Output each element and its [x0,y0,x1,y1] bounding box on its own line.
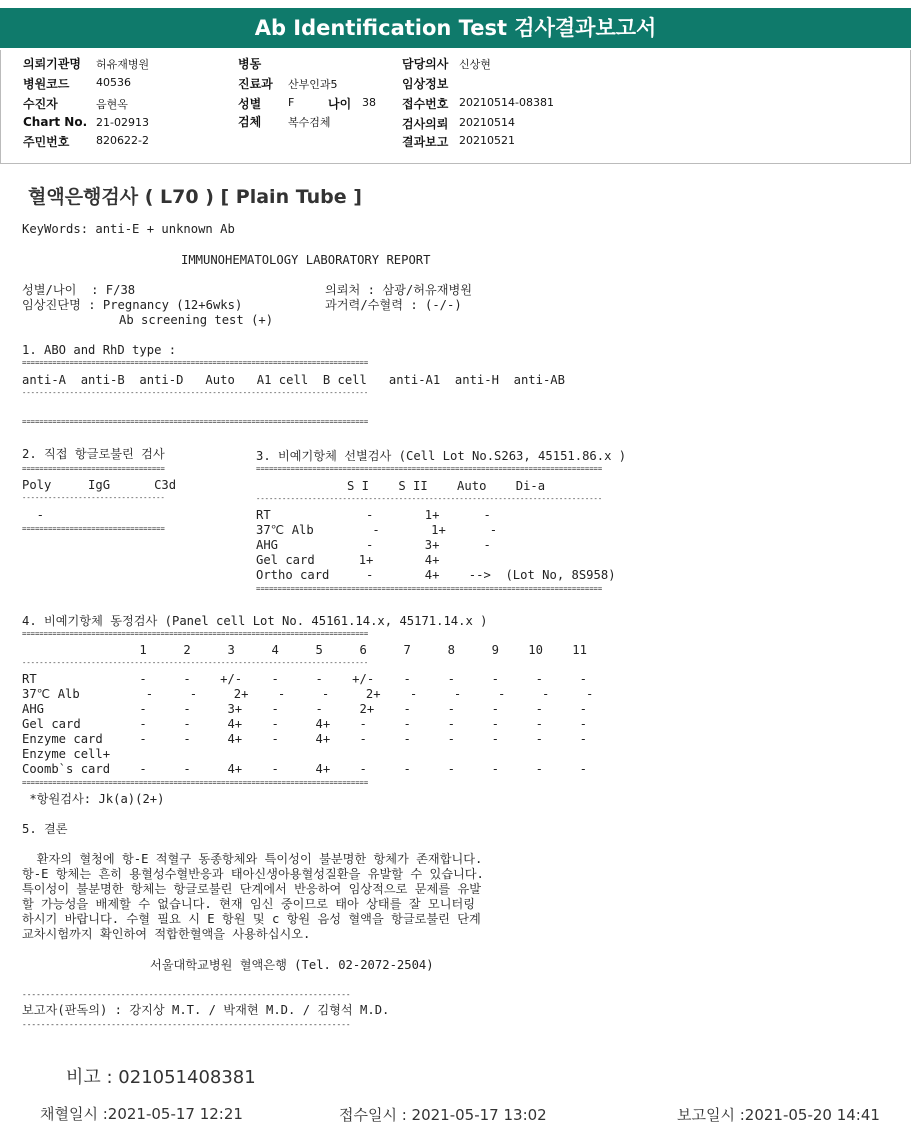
separator: ---------------------------------------------------------------------- [22,990,351,999]
report-date-value: 20210521 [459,134,515,147]
antigen-test: *항원검사: Jk(a)(2+) [22,792,165,806]
conclusion-line-5: 하시기 바랍니다. 수혈 필요 시 E 항원 및 c 항원 음성 혈액을 항글로불린 단계 [22,912,481,926]
separator: ================================================================================ [22,417,369,426]
hospital-code-label: 병원코드 [23,77,70,91]
conclusion-line-4: 할 가능성을 배제할 수 없습니다. 현재 임신 중이므로 태아 상태를 잘 모니터링 [22,897,476,911]
separator: -------------------------------------------------------------------------------- [22,388,369,397]
resident-no-value: 820622-2 [96,134,149,147]
doctor-value: 신상현 [459,58,491,71]
sex-label: 성별 [238,97,262,111]
panel-row-coombs: Coomb`s card - - 4+ - 4+ - - - - - - [22,762,587,776]
separator: ================================================================================ [22,629,369,638]
sex-value: F [288,96,295,109]
conclusion-line-2: 항-E 항체는 흔히 용혈성수혈반응과 태아신생아용혈성질환을 유발할 수 있습니다. [22,867,484,881]
reporter: 보고자(판독의) : 강지상 M.T. / 박재현 M.D. / 김형석 M.D. [22,1003,390,1017]
abo-columns: anti-A anti-B anti-D Auto A1 cell B cell anti-A1 anti-H anti-AB [22,373,565,387]
screen-row-ortho: Ortho card - 4+ --> (Lot No, 8S958) [256,568,616,582]
test-title: 혈액은행검사 ( L70 ) [ Plain Tube ] [28,186,362,208]
hospital-code-value: 40536 [96,76,131,89]
age-value: 38 [362,96,376,109]
lab-report-heading: IMMUNOHEMATOLOGY LABORATORY REPORT [181,253,431,267]
conclusion-line-1: 환자의 혈청에 항-E 적혈구 동종항체와 특이성이 불분명한 항체가 존재합니다. [22,852,483,866]
screening-line: Ab screening test (+) [119,313,274,327]
received-datetime: 접수일시 : 2021-05-17 13:02 [339,1106,547,1124]
report-date-label: 결과보고 [402,135,449,149]
request-date-value: 20210514 [459,116,515,129]
patient-value: 음현옥 [96,98,128,111]
specimen-value: 복수검체 [288,116,331,129]
department-label: 진료과 [238,77,273,91]
panel-row-enzyme-card: Enzyme card - - 4+ - 4+ - - - - - - [22,732,587,746]
separator: ================================================================================ [256,584,603,593]
history-line: 과거력/수혈력 : (-/-) [325,298,462,312]
report-title-bar: Ab Identification Test 검사결과보고서 [0,8,911,48]
separator: ---------------------------------------------------------------------- [22,1020,351,1029]
chart-no-value: 21-02913 [96,116,149,129]
panel-row-enzyme-cell: Enzyme cell+ [22,747,111,761]
request-date-label: 검사의뢰 [402,117,449,131]
requester-label: 의뢰기관명 [23,57,81,71]
blood-bank-contact: 서울대학교병원 혈액은행 (Tel. 02-2072-2504) [150,958,434,972]
remark: 비고 : 021051408381 [66,1067,256,1088]
doctor-label: 담당의사 [402,57,449,71]
separator: ================================================================================ [256,464,603,473]
conclusion-line-3: 특이성이 불분명한 항체는 항글로불린 단계에서 반응하여 임상적으로 문제를 유발 [22,882,481,896]
panel-columns: 1 2 3 4 5 6 7 8 9 10 11 [22,643,587,657]
separator: ================================= [22,464,165,473]
requester-line: 의뢰처 : 삼광/허유재병원 [325,283,473,297]
separator: -------------------------------------------------------------------------------- [22,658,369,667]
section5-title: 5. 결론 [22,822,68,836]
separator: -------------------------------------------------------------------------------- [256,494,603,503]
screen-row-alb: 37℃ Alb - 1+ - [256,523,498,537]
panel-row-gel: Gel card - - 4+ - 4+ - - - - - - [22,717,587,731]
chart-no-label: Chart No. [23,115,88,129]
ward-label: 병동 [238,57,262,71]
panel-row-ahg: AHG - - 3+ - - 2+ - - - - - [22,702,587,716]
section4-title: 4. 비예기항체 동정검사 (Panel cell Lot No. 45161.14.x, 45171.14.x ) [22,614,488,628]
department-value: 산부인과5 [288,78,338,91]
accession-label: 접수번호 [402,97,449,111]
separator: ================================= [22,524,165,533]
separator: ================================================================================ [22,358,369,367]
reported-datetime: 보고일시 :2021-05-20 14:41 [677,1106,880,1124]
keywords: KeyWords: anti-E + unknown Ab [22,222,235,236]
screen-row-gel: Gel card 1+ 4+ [256,553,440,567]
collection-datetime: 채혈일시 :2021-05-17 12:21 [40,1105,243,1123]
specimen-label: 검체 [238,115,262,129]
separator: --------------------------------- [22,493,165,502]
resident-no-label: 주민번호 [23,135,70,149]
panel-row-alb: 37℃ Alb - - 2+ - - 2+ - - - - - [22,687,594,701]
separator: ================================================================================ [22,778,369,787]
accession-value: 20210514-08381 [459,96,554,109]
screen-columns: S I S II Auto Di-a [347,479,546,493]
requester-value: 허유재병원 [96,58,150,71]
panel-row-rt: RT - - +/- - - +/- - - - - - [22,672,587,686]
screen-row-rt: RT - 1+ - [256,508,491,522]
section3-title: 3. 비예기항체 선별검사 (Cell Lot No.S263, 45151.86.x ) [256,449,627,463]
diagnosis-line: 임상진단명 : Pregnancy (12+6wks) [22,298,243,312]
age-label: 나이 [328,97,352,111]
sex-age-line: 성별/나이 : F/38 [22,283,136,297]
conclusion-line-6: 교차시험까지 확인하여 적합한혈액을 사용하십시오. [22,927,311,941]
section2-title: 2. 직접 항글로불린 검사 [22,447,165,461]
clinical-info-label: 임상정보 [402,77,449,91]
dat-value: - [22,508,45,522]
screen-row-ahg: AHG - 3+ - [256,538,491,552]
patient-label: 수진자 [23,97,58,111]
section1-title: 1. ABO and RhD type : [22,343,177,357]
patient-info-header [0,50,911,164]
dat-columns: Poly IgG C3d [22,478,177,492]
